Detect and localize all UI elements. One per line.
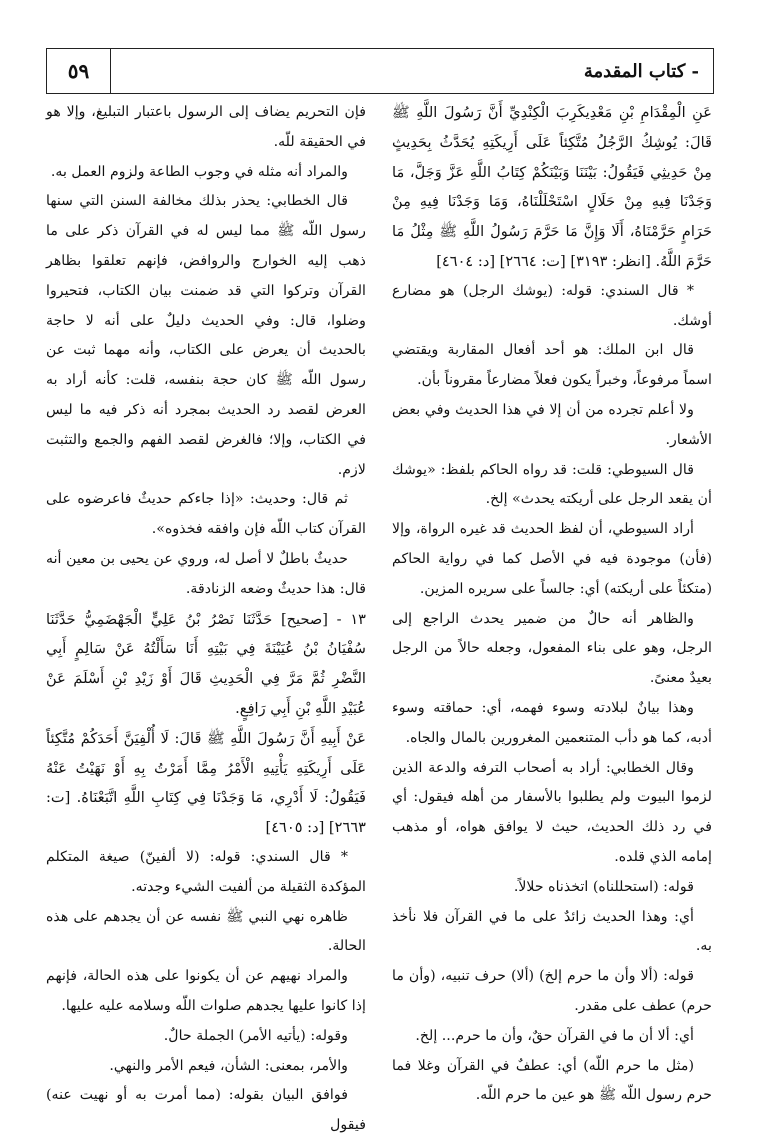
commentary-paragraph: فإن التحريم يضاف إلى الرسول باعتبار التبليغ، وإلا هو في الحقيقة للّه. <box>46 104 366 150</box>
commentary-paragraph: قوله: (ألا وأن ما حرم إلخ) (ألا) حرف تنبيه، (وأن ما حرم) عطف على مقدر. <box>392 968 712 1014</box>
commentary-paragraph: والأمر، بمعنى: الشأن، فيعم الأمر والنهي. <box>109 1057 348 1074</box>
commentary-paragraph: قال السيوطي: قلت: قد رواه الحاكم بلفظ: «يوشك أن يقعد الرجل على أريكته يحدث» إلخ. <box>392 461 712 508</box>
commentary-paragraph: قال ابن الملك: هو أحد أفعال المقاربة ويقتضي اسماً مرفوعاً، وخبراً يكون فعلاً مضارعاً مقروناً بأن. <box>392 342 712 389</box>
commentary-paragraph: * قال السندي: قوله: (يوشك الرجل) هو مضارع أوشك. <box>392 282 712 329</box>
commentary-paragraph: أي: وهذا الحديث زائدٌ على ما في القرآن فلا نأخذ به. <box>392 908 712 955</box>
page-header <box>46 48 714 94</box>
page-number: ٥٩ <box>47 49 111 93</box>
commentary-paragraph: * قال السندي: قوله: (لا ألفينّ) صيغة المتكلم المؤكدة الثقيلة من ألفيت الشيء وجدته. <box>46 848 366 895</box>
commentary-paragraph: وهذا بيانٌ لبلادته وسوء فهمه، أي: حماقته وسوء أدبه، كما هو دأب المتنعمين المغرورين بالمال والجاه. <box>392 699 712 746</box>
commentary-paragraph: ثم قال: وحديث: «إذا جاءكم حديثٌ فاعرضوه على القرآن كتاب اللّه فإن وافقه فخذوه». <box>46 491 366 538</box>
commentary-paragraph: أي: ألا أن ما في القرآن حقٌ، وأن ما حرم... إلخ. <box>415 1027 694 1044</box>
commentary-paragraph: والظاهر أنه حالٌ من ضمير يحدث الراجع إلى الرجل، وهو على بناء المفعول، وجعله حالاً من الرجل بعيدٌ معنىً. <box>392 610 712 687</box>
commentary-paragraph: والمراد نهيهم عن أن يكونوا على هذه الحالة، فإنهم إذا كانوا عليها يجدهم صلوات اللّه وسلامه عليه عليها. <box>46 968 366 1014</box>
commentary-paragraph: حديثٌ باطلٌ لا أصل له، وروي عن يحيى بن معين أنه قال: هذا حديثٌ وضعه الزنادقة. <box>46 550 366 597</box>
commentary-paragraph: ظاهره نهي النبي ﷺ نفسه عن أن يجدهم على هذه الحالة. <box>46 908 366 955</box>
hadith-paragraph: عَنْ أَبِيهِ أَنَّ رَسُولَ اللَّهِ ﷺ قَالَ: لَا أُلْفِيَنَّ أَحَدَكُمْ مُتَّكِئاً عَلَى أَرِيكَتِهِ يَأْتِيهِ الْأَمْرُ مِمَّا أَمَرْتُ بِهِ أَوْ نَهَيْتُ عَنْهُ فَيَقُولُ: لَا أَدْرِي، مَا وَجَدْنَا فِي كِتَابِ اللَّهِ اتَّبَعْنَاهُ. [ت: ٢٦٦٣] [د: ٤٦٠٥] <box>46 729 366 837</box>
commentary-paragraph: وقال الخطابي: أراد به أصحاب الترفه والدعة الذين لزموا البيوت ولم يطلبوا بالأسفار من أهله فيقول: أي في رد ذلك الحديث، حيث لا يوافق هواه، أو مذهب إمامه الذي قلده. <box>392 759 712 865</box>
right-column <box>392 98 712 1104</box>
commentary-paragraph: (مثل ما حرم اللّه) أي: عطفٌ في القرآن وغلا فما حرم رسول اللّه ﷺ هو عين ما حرم اللّه. <box>392 1057 712 1104</box>
commentary-paragraph: ولا أعلم تجرده من أن إلا في هذا الحديث وفي بعض الأشعار. <box>392 401 712 448</box>
hadith-paragraph: عَنِ الْمِقْدَامِ بْنِ مَعْدِيكَرِبَ الْكِنْدِيِّ أَنَّ رَسُولَ اللَّهِ ﷺ قَالَ: يُوشِكُ الرَّجُلُ مُتَّكِئاً عَلَى أَرِيكَتِهِ يُحَدَّثُ بِحَدِيثٍ مِنْ حَدِيثِي فَيَقُولُ: بَيْنَنَا وَبَيْنَكُمْ كِتَابُ اللَّهِ عَزَّ وَجَلَّ، مَا وَجَدْنَا فِيهِ مِنْ حَلَالٍ اسْتَحْلَلْنَاهُ، وَمَا وَجَدْنَا فِيهِ مِنْ حَرَامٍ حَرَّمْنَاهُ، أَلَا وَإِنَّ مَا حَرَّمَ رَسُولُ اللَّهِ ﷺ مِثْلُ مَا حَرَّمَ اللَّهُ. [انظر: ٣١٩٣] [ت: ٢٦٦٤] [د: ٤٦٠٤] <box>392 104 712 270</box>
commentary-paragraph: والمراد أنه مثله في وجوب الطاعة ولزوم العمل به. <box>50 163 348 180</box>
commentary-paragraph: قوله: (استحللناه) اتخذناه حلالاً. <box>513 878 694 895</box>
chapter-title: - كتاب المقدمة <box>583 60 699 82</box>
left-column <box>46 98 366 1134</box>
commentary-paragraph: قال الخطابي: يحذر بذلك مخالفة السنن التي سنها رسول اللّه ﷺ مما ليس له في القرآن ذكر على ما ذهب إليه الخوارج والروافض، فإنهم تعلقوا بظاهر القرآن وتركوا التي قد ضمنت بيان الكتاب، فتحيروا وضلوا، قال: وفي الحديث دليلٌ على أنه لا حاجة بالحديث أن يعرض على الكتاب، وأنه مهما ثبت عن رسول اللّه ﷺ كان حجة بنفسه، قلت: كأنه أراد به العرض لقصد رد الحديث بمجرد أنه ذكر فيه ما ليس في الكتاب، وإلا؛ فالغرض لقصد الفهم والجمع والتثبت لازم. <box>46 193 366 478</box>
commentary-paragraph: وقوله: (يأتيه الأمر) الجملة حالٌ. <box>163 1027 348 1044</box>
hadith-paragraph: ١٣ - [صحيح] حَدَّثَنَا نَصْرُ بْنُ عَلِيٍّ الْجَهْضَمِيُّ حَدَّثَنَا سُفْيَانُ بْنُ عُيَيْنَةَ فِي بَيْتِهِ أَنَا سَأَلْتُهُ عَنْ سَالِمٍ أَبِي النَّضْرِ ثُمَّ مَرَّ فِي الْحَدِيثِ قَالَ أَوْ زَيْدِ بْنِ أَسْلَمَ عَنْ عُبَيْدِ اللَّهِ بْنِ أَبِي رَافِعٍ. <box>46 610 366 717</box>
commentary-paragraph: أراد السيوطي، أن لفظ الحديث قد غيره الرواة، وإلا (فأن) موجودة فيه في الأصل كما في رواية الحاكم (متكئاً على أريكته) أي: جالساً على سريره المزين. <box>392 521 712 597</box>
commentary-paragraph: فوافق البيان بقوله: (مما أمرت به أو نهيت عنه) فيقول <box>46 1087 366 1134</box>
